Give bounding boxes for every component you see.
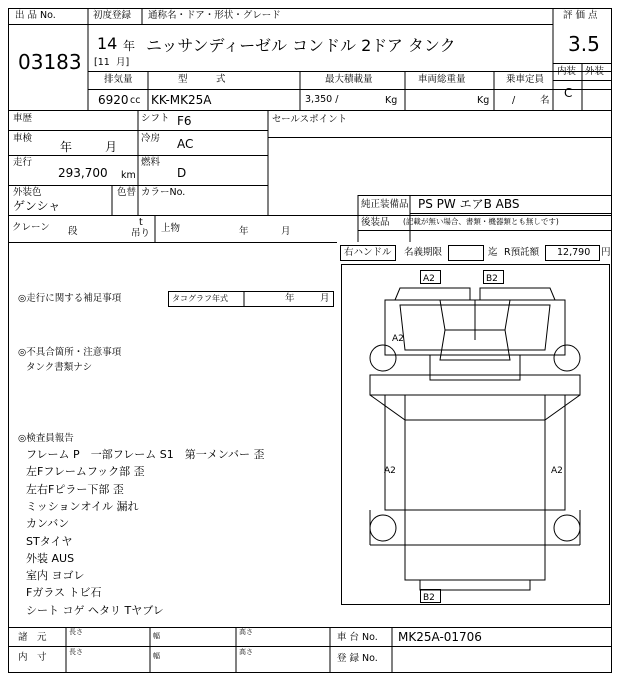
lot-label: 出 品 No. bbox=[15, 10, 56, 21]
inspector-report-title: ◎検査員報告 bbox=[18, 433, 74, 444]
defect-notes-title: ◎不具合箇所・注意事項 bbox=[18, 347, 122, 358]
crane-label: クレーン bbox=[12, 222, 50, 233]
first-reg-label: 初度登録 bbox=[93, 10, 132, 21]
ac-value: AC bbox=[177, 137, 194, 151]
history-label: 車歴 bbox=[13, 113, 33, 124]
displacement-label: 排気量 bbox=[104, 74, 133, 85]
name-change-label: 名義期限 bbox=[404, 247, 443, 258]
type-value: KK-MK25A bbox=[151, 93, 212, 107]
lot-number: 03183 bbox=[18, 50, 82, 74]
damage-mark-front-left: A2 bbox=[423, 274, 435, 284]
upholstery-year: 年 bbox=[239, 226, 249, 237]
recycle-deposit-unit: 円 bbox=[601, 247, 611, 258]
grade-label: 評 価 点 bbox=[563, 10, 598, 21]
driving-notes-title: ◎走行に関する補足事項 bbox=[18, 293, 122, 304]
max-load-value: 3,350 / bbox=[305, 94, 339, 105]
inspection-month: 月 bbox=[105, 140, 118, 154]
damage-mark-cab-left: A2 bbox=[392, 334, 404, 344]
crane-ton: t bbox=[139, 217, 143, 228]
month-value: [11 bbox=[94, 57, 110, 68]
inner-length-label: 長さ bbox=[69, 648, 83, 656]
type-label: 型 式 bbox=[178, 74, 226, 85]
gross-weight-unit: Kg bbox=[477, 95, 490, 106]
retrofit-label: 後装品 bbox=[361, 217, 390, 228]
inspector-report-line: フレーム P 一部フレーム S1 第一メンバー 歪 bbox=[26, 448, 265, 461]
exterior-label: 外装 bbox=[585, 66, 605, 77]
inspector-report-line: 外装 AUS bbox=[26, 551, 75, 565]
upholstery-label: 上物 bbox=[161, 223, 181, 234]
mileage-label: 走行 bbox=[13, 157, 33, 168]
spec-row-label: 諸 元 bbox=[18, 632, 47, 643]
tachograph-month: 月 bbox=[320, 293, 330, 304]
capacity-slash: / bbox=[512, 95, 516, 106]
sales-points-label: セールスポイント bbox=[272, 114, 348, 125]
upholstery-month: 月 bbox=[281, 226, 291, 237]
ac-label: 冷房 bbox=[141, 133, 161, 144]
inspection-label: 車検 bbox=[13, 133, 33, 144]
inner-size-row-label: 内 寸 bbox=[18, 652, 47, 663]
damage-mark-body-right: A2 bbox=[551, 466, 563, 476]
retrofit-note: (記載が無い場合、書類・機器類とも無しです) bbox=[403, 217, 559, 226]
spec-length-label: 長さ bbox=[69, 628, 83, 636]
inspector-report-line: 左Fフレームフック部 歪 bbox=[26, 465, 145, 479]
year-unit: 年 bbox=[123, 39, 136, 53]
inspector-report-line: 室内 ヨゴレ bbox=[26, 569, 85, 583]
inspector-report-line: カンバン bbox=[26, 517, 70, 531]
chassis-value: MK25A-01706 bbox=[398, 630, 482, 644]
fuel-label: 燃料 bbox=[141, 157, 161, 168]
inspector-report-line: Fガラス トビ石 bbox=[26, 586, 102, 600]
damage-mark-body-left: A2 bbox=[384, 466, 396, 476]
model-label: 通称名・ドア・形状・グレード bbox=[148, 10, 281, 21]
inspector-report-line: STタイヤ bbox=[26, 534, 73, 548]
genuine-equipment-label: 純正装備品 bbox=[361, 199, 409, 210]
ext-color-value: ゲンシャ bbox=[13, 199, 61, 213]
ext-color-label: 外装色 bbox=[13, 187, 42, 198]
registration-label: 登 録 No. bbox=[337, 653, 378, 664]
inspection-year: 年 bbox=[60, 140, 73, 154]
recycle-deposit-value: 12,790 bbox=[557, 247, 591, 258]
tachograph-label: タコグラフ年式 bbox=[172, 294, 228, 303]
displacement-value: 6920 bbox=[98, 93, 129, 107]
model-name: ニッサンディーゼル コンドル 2ドア タンク bbox=[146, 36, 456, 55]
chassis-label: 車 台 No. bbox=[337, 632, 378, 643]
shift-label: シフト bbox=[141, 113, 170, 124]
genuine-equipment-value: PS PW エアB ABS bbox=[418, 197, 520, 211]
shift-value: F6 bbox=[177, 114, 192, 128]
crane-lift: 吊り bbox=[131, 228, 151, 239]
displacement-unit: cc bbox=[130, 95, 141, 106]
crane-stage: 段 bbox=[68, 226, 78, 237]
max-load-unit: Kg bbox=[385, 95, 398, 106]
damage-mark-front-right: B2 bbox=[486, 274, 498, 284]
color-no-label: カラーNo. bbox=[141, 187, 186, 198]
grade-value: 3.5 bbox=[568, 32, 600, 56]
inspector-report-line: ミッションオイル 漏れ bbox=[26, 499, 139, 513]
recycle-deposit-label: R預託額 bbox=[504, 247, 540, 258]
capacity-label: 乗車定員 bbox=[506, 74, 545, 85]
inner-height-label: 高さ bbox=[239, 648, 253, 656]
spec-width-label: 幅 bbox=[153, 632, 160, 640]
month-unit: 月] bbox=[116, 57, 130, 68]
tachograph-year: 年 bbox=[285, 293, 295, 304]
spec-height-label: 高さ bbox=[239, 628, 253, 636]
color-change-label: 色替 bbox=[117, 187, 137, 198]
year-value: 14 bbox=[97, 34, 118, 53]
defect-line: タンク書類ナシ bbox=[26, 362, 93, 373]
fuel-value: D bbox=[177, 166, 187, 180]
capacity-unit: 名 bbox=[540, 95, 550, 106]
damage-mark-rear: B2 bbox=[423, 593, 435, 603]
steering-value: 右ハンドル bbox=[344, 247, 392, 258]
inner-width-label: 幅 bbox=[153, 652, 160, 660]
inspector-report-line: シート コゲ ヘタリ Tヤブレ bbox=[26, 603, 164, 617]
mileage-unit: km bbox=[121, 170, 136, 181]
interior-label: 内装 bbox=[557, 66, 577, 77]
gross-weight-label: 車両総重量 bbox=[418, 74, 466, 85]
max-load-label: 最大積載量 bbox=[325, 74, 373, 85]
inspector-report-line: 左右Fピラー下部 歪 bbox=[26, 482, 124, 496]
mileage-value: 293,700 bbox=[58, 166, 108, 180]
interior-value: C bbox=[564, 86, 573, 100]
until-label: 迄 bbox=[488, 247, 498, 258]
